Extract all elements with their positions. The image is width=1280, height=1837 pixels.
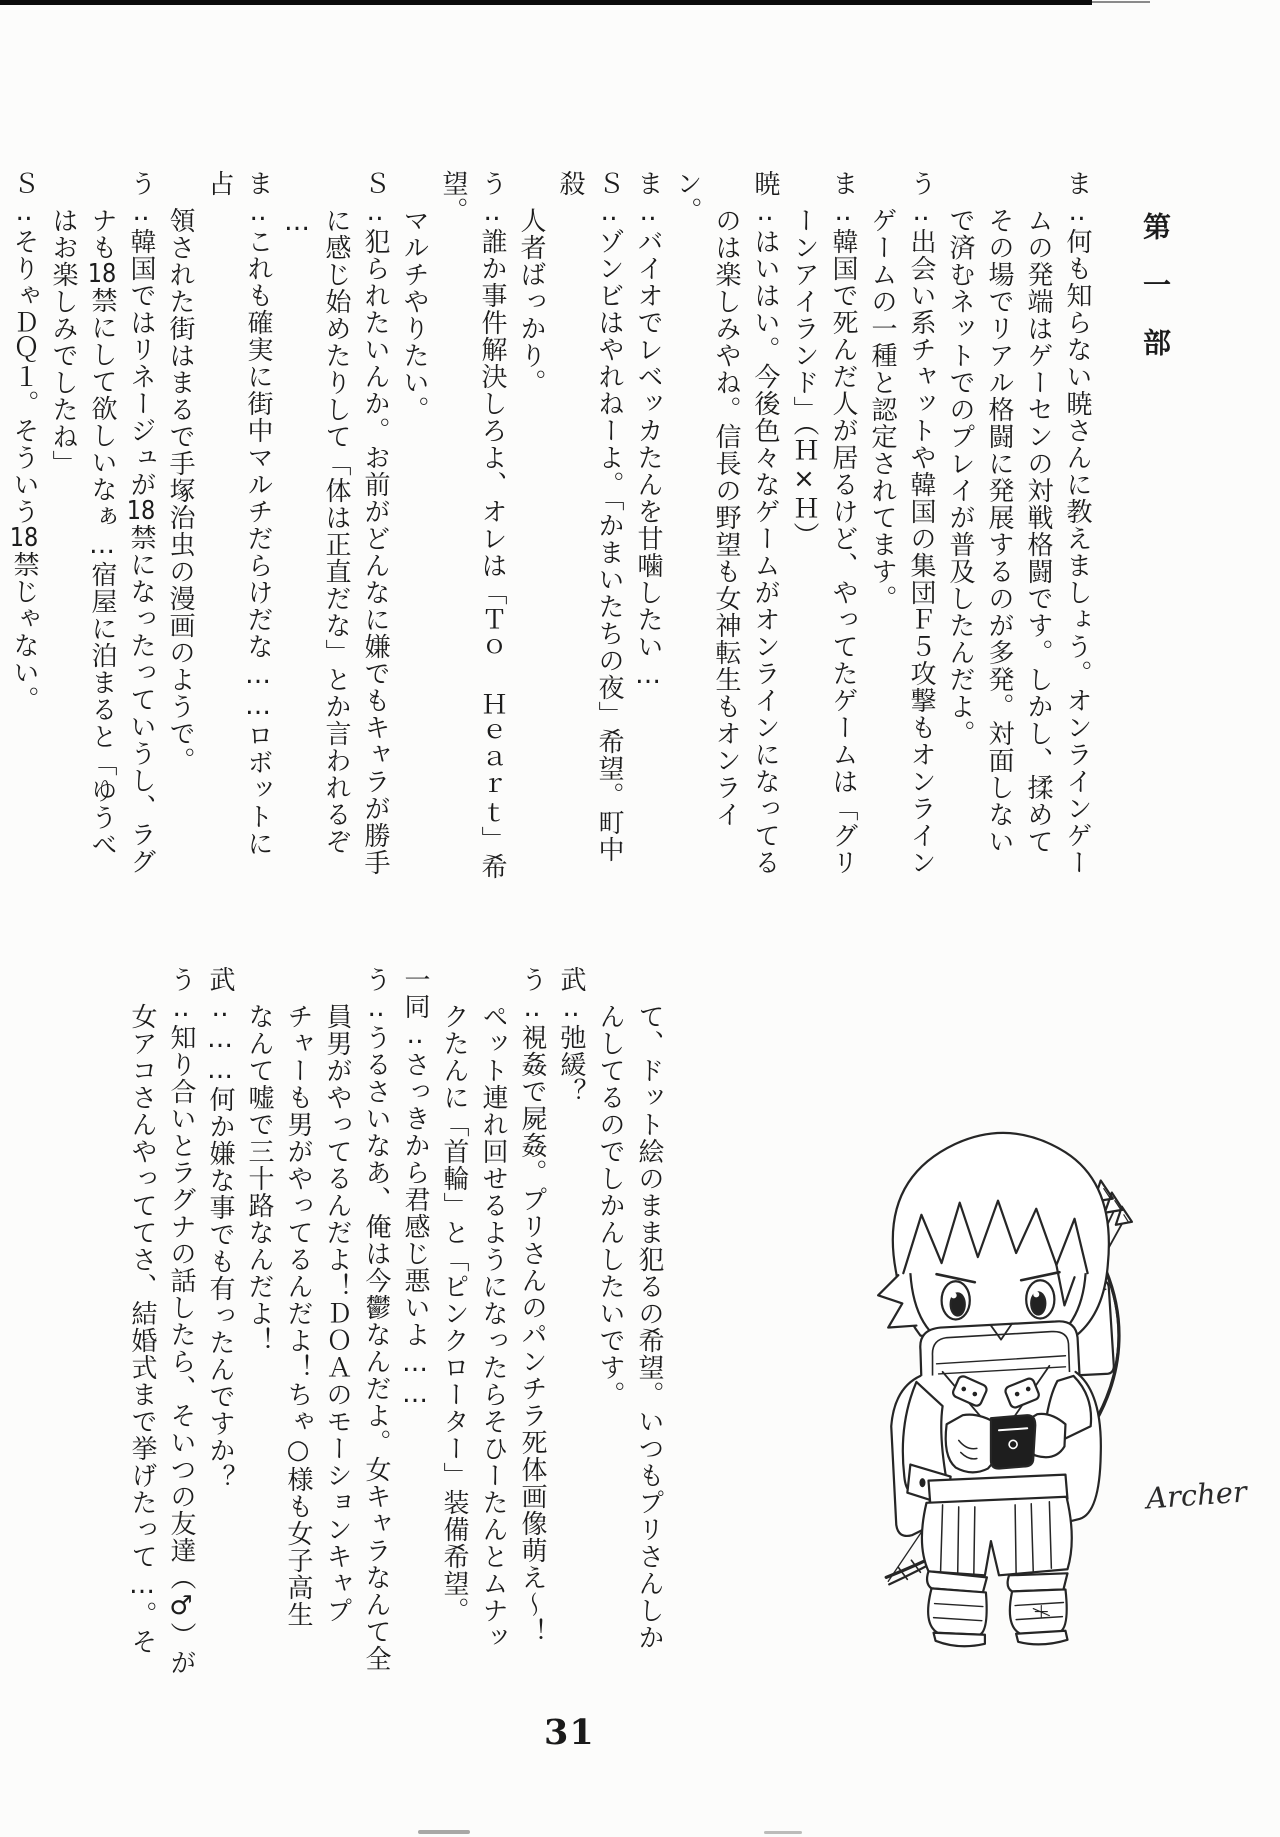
- pants: [922, 1475, 1072, 1576]
- dialogue-block-part1: [0, 170, 1175, 880]
- text-column: 領された街はまるで手塚治虫の漫画のようで。: [165, 207, 195, 774]
- text-column: 暁‥はいはい。今後色々なゲームがオンラインになってる: [750, 170, 780, 876]
- text-column: のは楽しみやね。信長の野望も女神転生もオンライン。: [672, 170, 741, 828]
- text-column: なんて嘘で三十路なんだよ！: [244, 1003, 274, 1354]
- text-column: ーンアイランド」（Ｈ×Ｈ）: [789, 207, 819, 549]
- page-number: 31: [544, 1712, 595, 1753]
- text-column: マルチやりたい。: [399, 207, 429, 423]
- text-column: ま‥何も知らない暁さんに教えましょう。オンラインゲー: [1062, 170, 1092, 876]
- text-column: …: [282, 207, 312, 238]
- text-column: う‥うるさいなあ、俺は今鬱なんだよ。女キャラなんて全: [361, 966, 391, 1672]
- text-column: ゲームの一種と認定されてます。: [867, 207, 897, 612]
- text-column: んしてるのでしかんしたいです。: [595, 1003, 625, 1408]
- text-column: ナも18禁にして欲しいなぁ…宿屋に泊まると「ゆうべ: [87, 207, 117, 858]
- section-title: 第一部: [1139, 212, 1172, 386]
- text-column: う‥視姦で屍姦。プリさんのパンチラ死体画像萌え〜！: [517, 966, 547, 1645]
- pouch: [991, 1415, 1035, 1468]
- text-column: チャーも男がやってるんだよ！ちゃ○様も女子高生: [283, 1003, 313, 1628]
- text-column: う‥韓国ではリネージュが18禁になったっていうし、ラグ: [126, 170, 156, 875]
- text-column: う‥誰か事件解決しろよ、オレは「Ｔｏ Ｈｅａｒｔ」希望。: [438, 170, 507, 880]
- text-column: ムの発端はゲーセンの対戦格闘です。しかし、揉めて: [1023, 207, 1053, 855]
- text-column: 人者ばっかり。: [516, 207, 546, 396]
- scan-edge-artifact: [1092, 1, 1150, 3]
- head: [878, 1133, 1109, 1348]
- text-column: て、ドット絵のまま犯るの希望。いつもプリさんしか: [634, 1003, 664, 1651]
- text-column: 員男がやってるんだよ！ＤＯＡのモーションキャプ: [322, 1003, 352, 1624]
- text-column: クたんに「首輪」と「ピンクローター」装備希望。: [439, 1003, 469, 1624]
- archer-illustration: [858, 1122, 1140, 1656]
- text-column: はお楽しみでしたね」: [48, 207, 78, 477]
- text-column: Ｓ‥ゾンビはやれねーよ。「かまいたちの夜」希望。町中殺: [555, 170, 624, 863]
- dialogue-block-part2: [122, 966, 668, 1676]
- text-column: う‥知り合いとラグナの話したら、そいつの友達（♂）が: [166, 966, 196, 1676]
- text-column: ま‥バイオでレベッカたんを甘噛したい…: [633, 170, 663, 691]
- text-column: Ｓ‥犯られたいんか。お前がどんなに嫌でもキャラが勝手: [360, 170, 390, 876]
- text-column: ま‥韓国で死んだ人が居るけど、やってたゲームは「グリ: [828, 170, 858, 876]
- scan-speck: [764, 1831, 802, 1834]
- text-column: [0, 170, 4, 880]
- text-column: ま‥これも確実に街中マルチだらけだな……ロボットに占: [204, 170, 273, 857]
- archer-caption: Archer: [1144, 1474, 1248, 1516]
- scan-speck: [418, 1830, 470, 1834]
- text-column: で済むネットでのプレイが普及したんだよ。: [945, 207, 975, 747]
- text-column: その場でリアル格闘に発展するのが多発。対面しない: [984, 207, 1014, 855]
- text-column: 武‥弛緩？: [556, 966, 586, 1105]
- scan-edge-artifact: [0, 0, 1092, 5]
- text-column: う‥出会い系チャットや韓国の集団Ｆ５攻撃もオンライン: [906, 170, 936, 876]
- text-column: ペット連れ回せるようになったらそひーたんとムナッ: [478, 1003, 508, 1651]
- text-column: 一同‥さっきから君感じ悪いよ……: [400, 966, 430, 1410]
- text-column: 武‥……何か嫌な事でも有ったんですか？: [205, 966, 235, 1491]
- text-column: Ｓ‥そりゃＤＱ１。そういう18禁じゃない。: [9, 170, 39, 713]
- boots: [927, 1571, 1067, 1646]
- text-column: に感じ始めたりして「体は正直だな」とか言われるぞ: [321, 207, 351, 855]
- text-column: 女アコさんやっててさ、結婚式まで挙げたって…。そ: [127, 1003, 157, 1655]
